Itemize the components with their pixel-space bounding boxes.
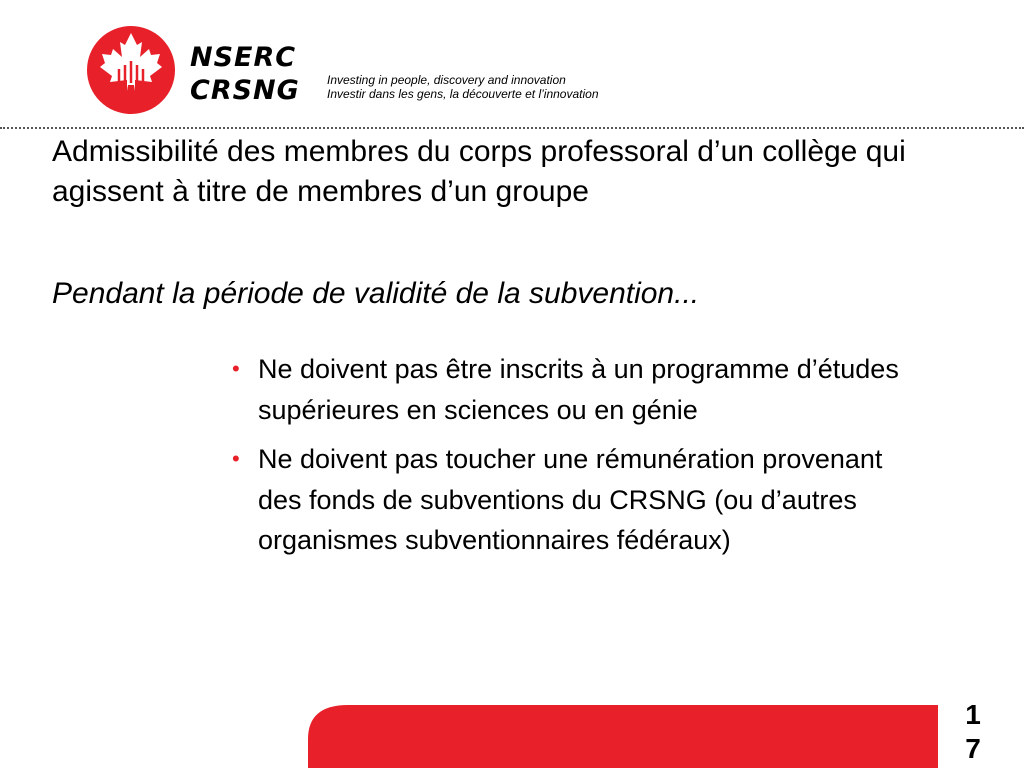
header-divider bbox=[0, 127, 1024, 129]
logo-nserc-text: NSERC bbox=[190, 42, 297, 73]
tagline-french: Investir dans les gens, la découverte et l’innovation bbox=[327, 87, 599, 101]
slide-title: Admissibilité des membres du corps professoral d’un collège qui agissent à titre de membres d’un groupe bbox=[52, 135, 906, 208]
bullet-text: Ne doivent pas toucher une rémunération provenant des fonds de subventions du CRSNG (ou d’autres organismes subventionnaires fédéraux) bbox=[258, 444, 883, 555]
footer-red-band bbox=[308, 705, 938, 768]
bullet-item bbox=[230, 349, 910, 430]
bullet-dot-icon: • bbox=[232, 356, 240, 381]
bullet-item bbox=[230, 439, 910, 561]
bullet-dot-icon: • bbox=[232, 446, 240, 471]
slide-subtitle: Pendant la période de validité de la subvention... bbox=[52, 277, 700, 310]
logo-crsng-text: CRSNG bbox=[190, 75, 300, 106]
bullet-text: Ne doivent pas être inscrits à un programme d’études supérieures en sciences ou en génie bbox=[258, 354, 899, 425]
tagline-english: Investing in people, discovery and innovation bbox=[327, 73, 566, 87]
bullet-list bbox=[230, 349, 910, 570]
nserc-maple-leaf-logo-icon bbox=[86, 25, 176, 115]
page-number: 17 bbox=[965, 699, 981, 764]
